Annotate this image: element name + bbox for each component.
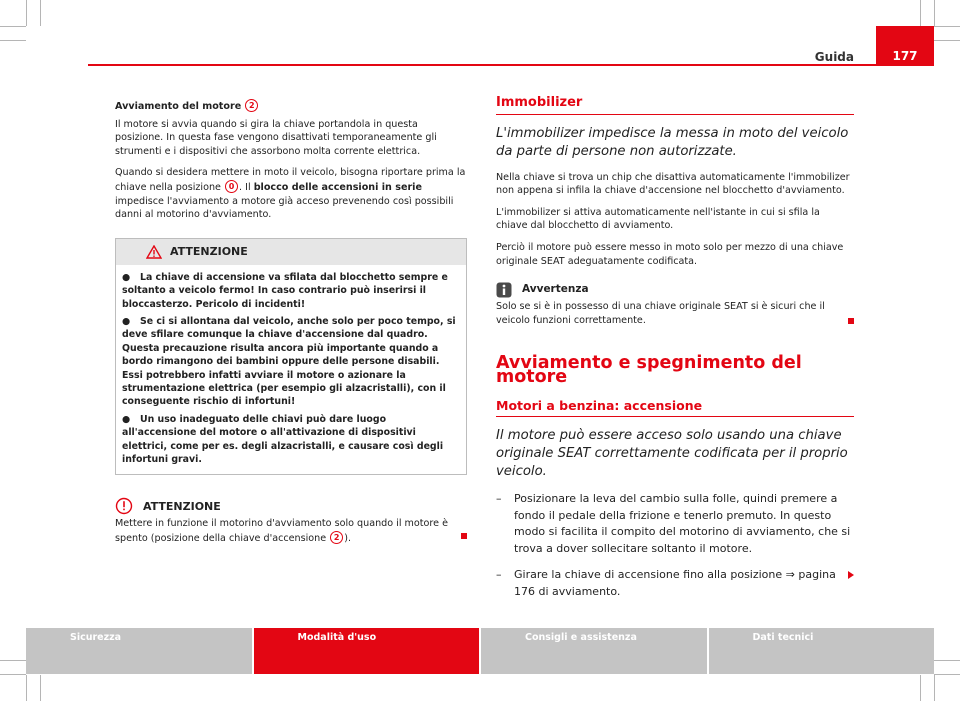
crop-mark xyxy=(26,675,27,701)
header-rule xyxy=(88,64,934,66)
warning-body xyxy=(116,265,466,475)
crop-mark xyxy=(934,675,935,701)
tab-dati-tecnici[interactable]: Dati tecnici xyxy=(709,628,935,674)
note-text-row xyxy=(496,300,854,327)
attention-text xyxy=(115,517,467,545)
section-end-marker xyxy=(848,318,854,324)
step-text: Posizionare la leva del cambio sulla folle, quindi premere a fondo il pedale della frizione e tenerlo premuto. In questo modo si facilita il compito del motorino di avviamento, che si trova a dover sollecitare soltanto il motore. xyxy=(514,492,851,555)
left-column xyxy=(115,99,467,546)
crop-mark xyxy=(40,0,41,26)
start-paragraph: Il motore si avvia quando si gira la chiave portandola in questa posizione. In questa fase vengono disattivati temporaneamente gli strumenti e i dispositivi che assorbono molta corrente elettrica. xyxy=(115,118,437,157)
crop-mark xyxy=(0,660,26,661)
crop-mark xyxy=(920,0,921,26)
key-position-badge: 2 xyxy=(245,99,258,112)
crop-mark xyxy=(40,675,41,701)
section-end-marker xyxy=(461,533,467,539)
attention-block xyxy=(115,497,467,545)
crop-mark xyxy=(934,674,960,675)
step-dash: – xyxy=(496,492,502,506)
tab-sicurezza[interactable]: Sicurezza xyxy=(26,628,252,674)
warning-item: ● Se ci si allontana dal veicolo, anche solo per poco tempo, si deve sfilare comunque la chiave d'accensione dal quadro. Questa precauzione risulta ancora più importante quando a bordo rimangono dei bambini oppure delle persone disabili. Essi potrebbero infatti avviare il motore o azionare la strumentazione elettrica (per esempio gli alzacristalli), con il conseguente rischio di infortuni! xyxy=(122,315,456,408)
footer-nav xyxy=(26,628,934,674)
crop-mark xyxy=(0,40,26,41)
warning-box xyxy=(115,238,467,476)
crop-mark xyxy=(0,674,26,675)
restart-text-c: impedisce l'avviamento a motore già acceso prevenendo così possibili danni al motorino d'avviamento. xyxy=(115,195,454,221)
crop-mark xyxy=(934,0,935,26)
step-item xyxy=(496,491,854,557)
attention-text-b: ). xyxy=(344,533,352,545)
crop-mark xyxy=(934,660,960,661)
crop-mark xyxy=(0,26,26,27)
warning-item-text: La chiave di accensione va sfilata dal blocchetto sempre e soltanto a veicolo fermo! In caso contrario può inserirsi il bloccasterzo. Pericolo di incidenti! xyxy=(122,271,448,310)
immobilizer-title: Immobilizer xyxy=(496,96,854,115)
immobilizer-lead: L'immobilizer impedisce la messa in moto del veicolo da parte di persone non autorizzate. xyxy=(496,125,849,159)
warning-triangle-icon xyxy=(146,245,162,259)
key-position-badge: 0 xyxy=(225,180,238,193)
crop-mark xyxy=(920,675,921,701)
immobilizer-paragraph: L'immobilizer si attiva automaticamente nell'istante in cui si sfila la chiave dal blocchetto di avviamento. xyxy=(496,206,820,232)
restart-paragraph xyxy=(115,166,467,221)
header-section-title: Guida xyxy=(814,50,854,64)
key-position-badge: 2 xyxy=(330,531,343,544)
petrol-lead: Il motore può essere acceso solo usando una chiave originale SEAT correttamente codificata per il proprio veicolo. xyxy=(496,428,848,480)
warning-item-text: Se ci si allontana dal veicolo, anche solo per poco tempo, si deve sfilare comunque la chiave d'accensione dal quadro. Questa precauzione risulta ancora più importante quando a bordo rimangono dei bambini oppure delle persone disabili. Essi potrebbero infatti avviare il motore o azionare la strumentazione elettrica (per esempio gli alzacristalli), con il conseguente rischio di infortuni! xyxy=(122,315,456,408)
restart-text-b: . Il xyxy=(239,181,251,193)
immobilizer-paragraph: Perciò il motore può essere messo in moto solo per mezzo di una chiave originale SEAT adeguatamente codificata. xyxy=(496,241,844,267)
exclamation-circle-icon xyxy=(115,497,133,515)
step-dash: – xyxy=(496,568,502,582)
crop-mark xyxy=(934,26,960,27)
info-note-icon xyxy=(496,282,512,298)
step-item xyxy=(496,567,854,600)
page-number xyxy=(876,26,934,66)
note-header xyxy=(496,282,854,298)
step-text: Girare la chiave di accensione fino alla posizione ⇒ pagina 176 di avviamento. xyxy=(514,568,836,598)
start-heading xyxy=(115,99,467,114)
immobilizer-paragraph: Nella chiave si trova un chip che disattiva automaticamente l'immobilizer non appena si infila la chiave d'accensione nel blocchetto d'avviamento. xyxy=(496,171,850,197)
warning-header xyxy=(116,239,466,265)
warning-item-text: Un uso inadeguato delle chiavi può dare luogo all'accensione del motore o all'attivazione di dispositivi elettrici, come per es. degli alzacristalli, e causare così degli infortuni gravi. xyxy=(122,413,444,466)
attention-title: ATTENZIONE xyxy=(143,499,221,513)
crop-mark xyxy=(26,0,27,26)
continue-arrow-icon xyxy=(848,571,854,579)
restart-text-a: Quando si desidera mettere in moto il veicolo, bisogna riportare prima la chiave nella posizione xyxy=(115,167,466,193)
attention-text-a: Mettere in funzione il motorino d'avviamento solo quando il motore è spento (posizione della chiave d'accensione xyxy=(115,518,448,545)
attention-header xyxy=(115,497,467,515)
note-text: Solo se si è in possesso di una chiave originale SEAT si è sicuri che il veicolo funzioni correttamente. xyxy=(496,301,825,326)
warning-title: ATTENZIONE xyxy=(170,245,248,259)
start-title: Avviamento del motore xyxy=(115,101,242,112)
petrol-title: Motori a benzina: accensione xyxy=(496,399,854,418)
note-title: Avvertenza xyxy=(522,283,589,296)
engine-section-title: Avviamento e spegnimento del motore xyxy=(496,353,802,387)
restart-bold: blocco delle accensioni in serie xyxy=(253,181,422,193)
warning-item: ● Un uso inadeguato delle chiavi può dare luogo all'accensione del motore o all'attivazione di dispositivi elettrici, come per es. degli alzacristalli, e causare così degli infortuni gravi. xyxy=(122,413,444,466)
tab-modalita-uso[interactable]: Modalità d'uso xyxy=(254,628,480,674)
warning-item: ● La chiave di accensione va sfilata dal blocchetto sempre e soltanto a veicolo fermo! In caso contrario può inserirsi il bloccasterzo. Pericolo di incidenti! xyxy=(122,271,448,310)
crop-mark xyxy=(934,40,960,41)
tab-consigli-assistenza[interactable]: Consigli e assistenza xyxy=(481,628,707,674)
right-column xyxy=(496,96,854,610)
page-number-text: 177 xyxy=(892,49,918,63)
